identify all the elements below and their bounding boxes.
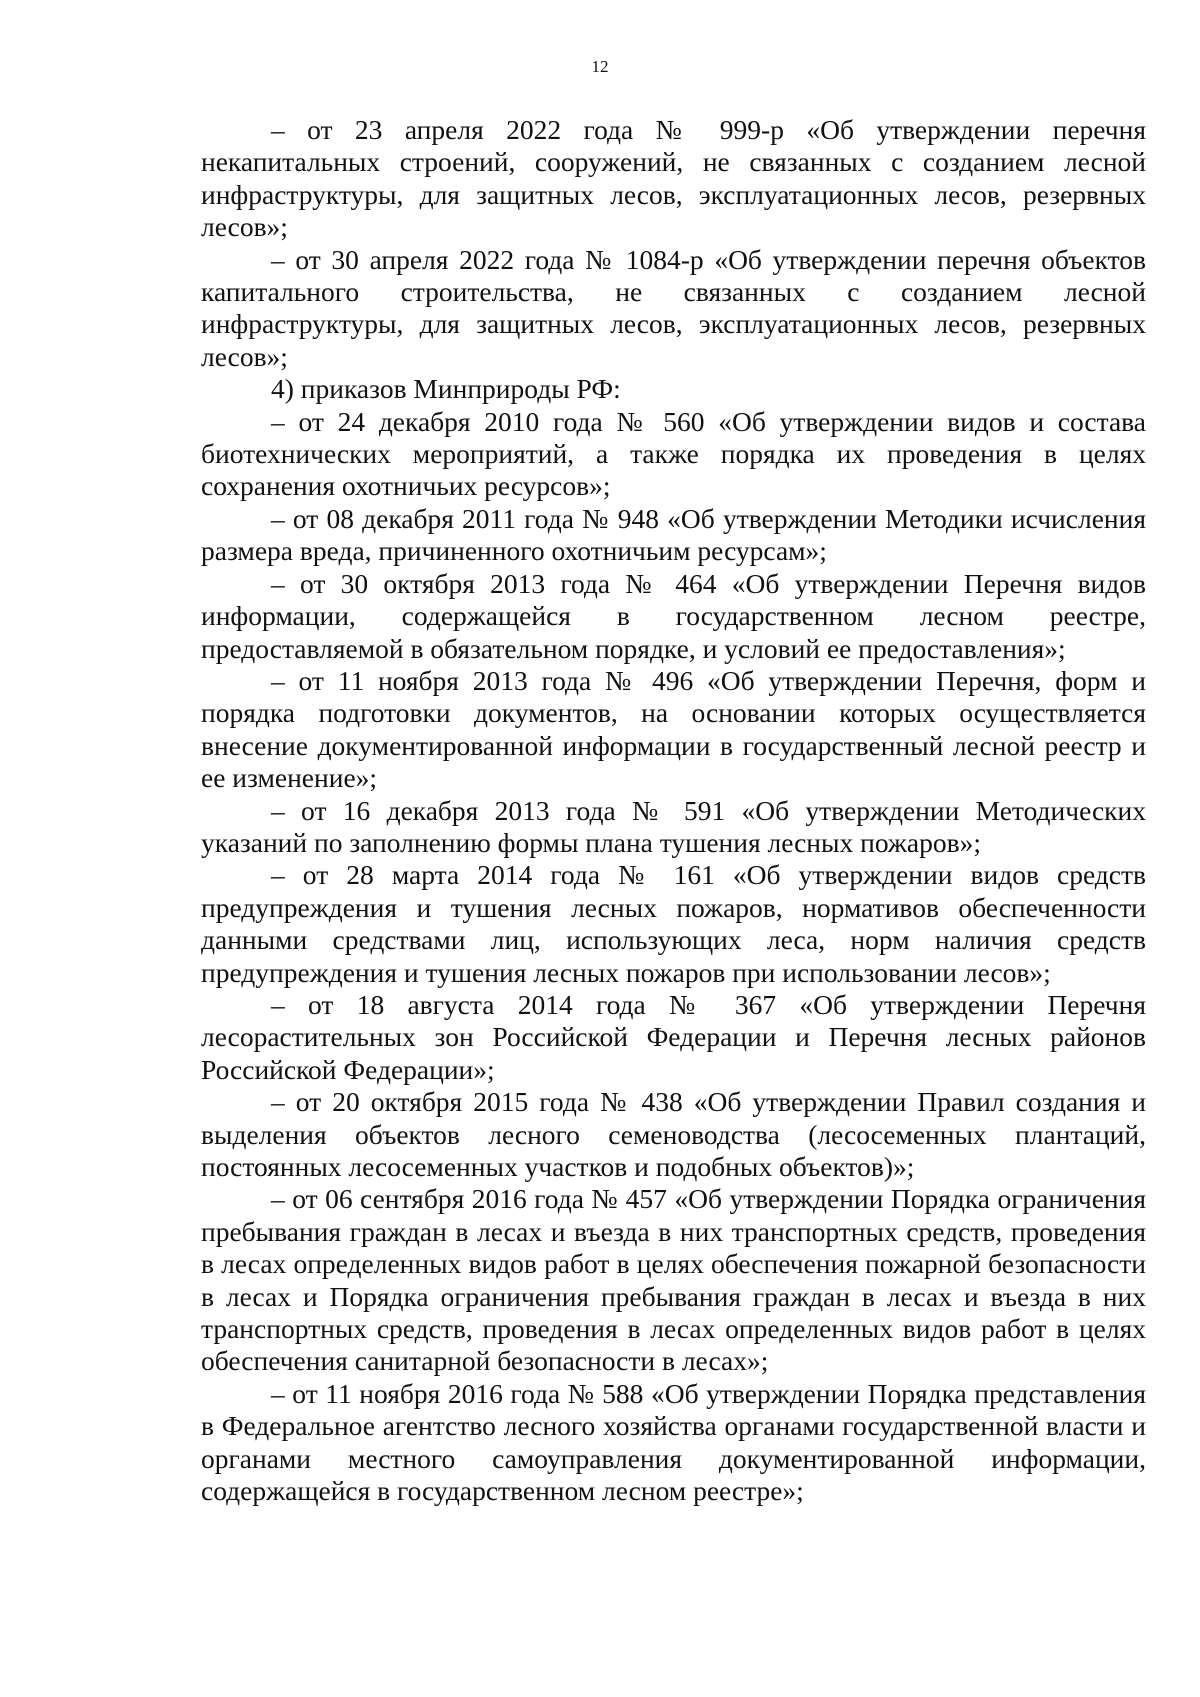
list-item-order-591: – от 16 декабря 2013 года № 591 «Об утверждении Методических указаний по заполнению формы плана тушения лесных пожаров»; (201, 794, 1146, 858)
document-body (201, 114, 1146, 1507)
list-item-order-367: – от 18 августа 2014 года № 367 «Об утверждении Перечня лесорастительных зон Российской Федерации и Перечня лесных районов Российской Федерации»; (201, 988, 1146, 1085)
list-item-order-438: – от 20 октября 2015 года № 438 «Об утверждении Правил создания и выделения объектов лесного семеноводства (лесосеменных плантаций, постоянных лесосеменных участков и подобных объектов)»; (201, 1086, 1146, 1182)
list-item-order-948: – от 08 декабря 2011 года № 948 «Об утверждении Методики исчисления размера вреда, причиненного охотничьим ресурсам»; (201, 502, 1146, 567)
list-item-order-560: – от 24 декабря 2010 года № 560 «Об утверждении видов и состава биотехнических мероприятий, а также порядка их проведения в целях сохранения охотничьих ресурсов»; (201, 405, 1146, 502)
list-item-order-1084: – от 30 апреля 2022 года № 1084-р «Об утверждении перечня объектов капитального строительства, не связанных с созданием лесной инфраструктуры, для защитных лесов, эксплуатационных лесов, резервных лесов»; (201, 243, 1146, 372)
list-item-order-588: – от 11 ноября 2016 года № 588 «Об утверждении Порядка представления в Федеральное агентство лесного хозяйства органами государственной власти и органами местного самоуправления документированной информации, содержащейся в государственном лесном реестре»; (201, 1377, 1146, 1507)
section-heading-minprirody: 4) приказов Минприроды РФ: (271, 373, 621, 405)
list-item-order-496: – от 11 ноября 2013 года № 496 «Об утверждении Перечня, форм и порядка подготовки документов, на основании которых осуществляется внесение документированной информации в государственный лесной реестр и ее изменение»; (201, 664, 1146, 794)
list-item-order-457: – от 06 сентября 2016 года № 457 «Об утверждении Порядка ограничения пребывания граждан в лесах и въезда в них транспортных средств, проведения в лесах определенных видов работ в целях обеспечения пожарной безопасности в лесах и Порядка ограничения пребывания граждан в лесах и въезда в них транспортных средств, проведения в лесах определенных видов работ в целях обеспечения санитарной безопасности в лесах»; (201, 1183, 1146, 1377)
list-item-order-999: – от 23 апреля 2022 года № 999-р «Об утверждении перечня некапитальных строений, сооружений, не связанных с созданием лесной инфраструктуры, для защитных лесов, эксплуатационных лесов, резервных лесов»; (201, 114, 1146, 243)
list-item-order-464: – от 30 октября 2013 года № 464 «Об утверждении Перечня видов информации, содержащейся в государственном лесном реестре, предоставляемой в обязательном порядке, и условий ее предоставления»; (201, 567, 1146, 664)
page-number: 12 (591, 57, 609, 76)
list-item-order-161: – от 28 марта 2014 года № 161 «Об утверждении видов средств предупреждения и тушения лесных пожаров, нормативов обеспеченности данными средствами лиц, использующих леса, норм наличия средств предупреждения и тушения лесных пожаров при использовании лесов»; (201, 859, 1146, 988)
